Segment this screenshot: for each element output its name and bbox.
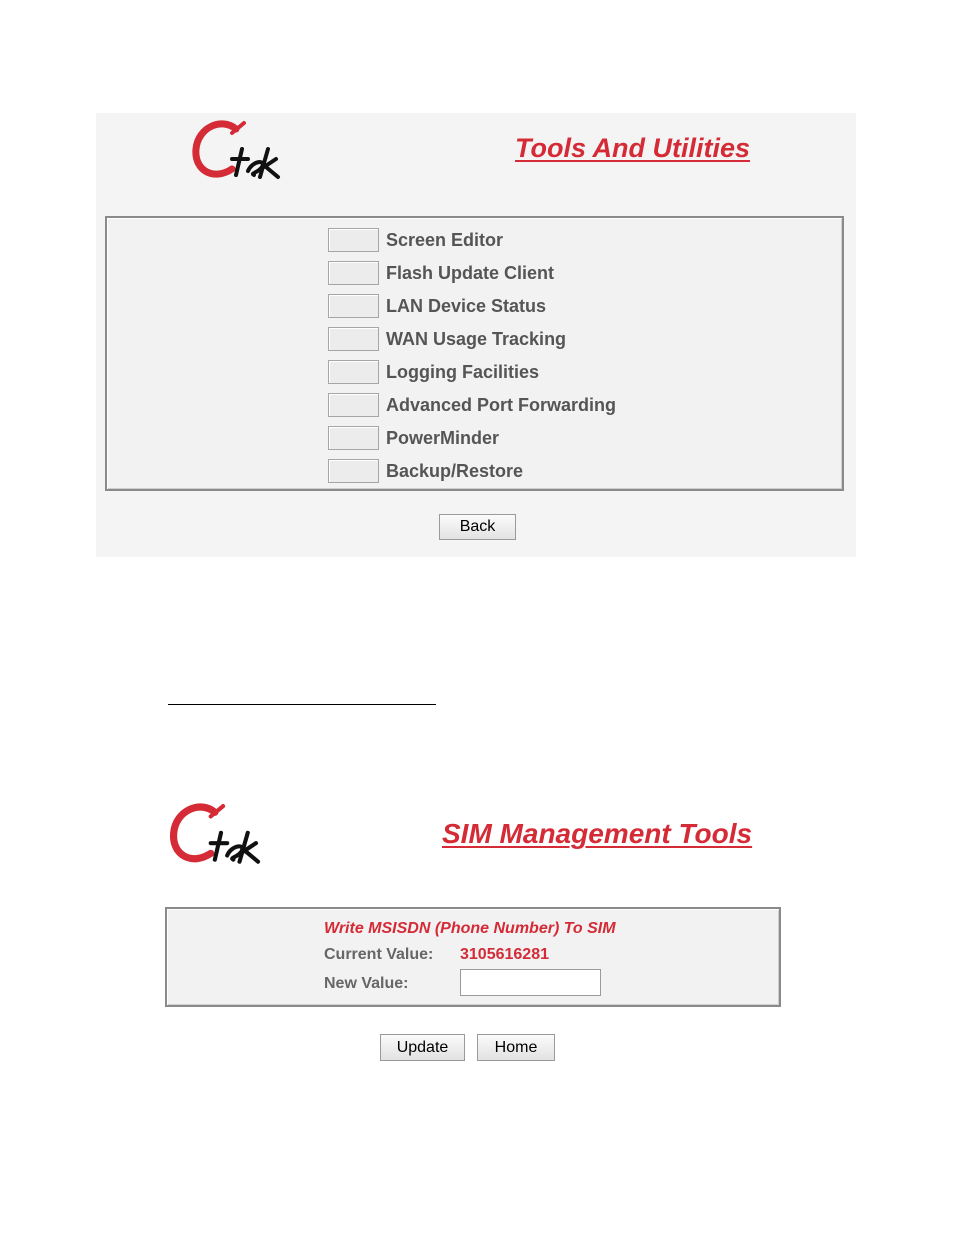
menu-button[interactable]	[328, 228, 379, 252]
back-button[interactable]: Back	[439, 514, 516, 540]
update-button[interactable]: Update	[380, 1034, 465, 1061]
current-value: 3105616281	[460, 946, 549, 963]
page-title: Tools And Utilities	[515, 133, 750, 163]
menu-item-label: Backup/Restore	[386, 460, 524, 481]
menu-item-label: Flash Update Client	[386, 262, 555, 283]
home-button[interactable]: Home	[477, 1034, 555, 1061]
menu-button[interactable]	[328, 327, 379, 351]
menu-item-label: Advanced Port Forwarding	[386, 394, 617, 415]
menu-item-label: PowerMinder	[386, 427, 500, 448]
menu-item-label: LAN Device Status	[386, 295, 547, 316]
panel-heading: Write MSISDN (Phone Number) To SIM	[324, 920, 616, 937]
tools-utilities-screen	[96, 113, 856, 557]
menu-item-backup-restore[interactable]	[328, 458, 523, 484]
menu-item-wan-usage-tracking[interactable]	[328, 326, 566, 352]
ctek-logo	[166, 802, 276, 874]
menu-item-powerminder[interactable]	[328, 425, 499, 451]
menu-item-logging-facilities[interactable]	[328, 359, 539, 385]
menu-item-flash-update-client[interactable]	[328, 260, 554, 286]
msisdn-panel	[165, 907, 781, 1007]
menu-button[interactable]	[328, 393, 379, 417]
menu-button[interactable]	[328, 426, 379, 450]
menu-button[interactable]	[328, 261, 379, 285]
page-title: SIM Management Tools	[442, 818, 753, 849]
menu-button[interactable]	[328, 459, 379, 483]
tools-menu-panel	[105, 216, 844, 491]
divider-line	[168, 704, 436, 705]
menu-item-label: Screen Editor	[386, 229, 504, 250]
ctek-logo	[192, 119, 292, 189]
menu-item-label: Logging Facilities	[386, 361, 540, 382]
current-value-label: Current Value:	[324, 946, 434, 963]
menu-item-screen-editor[interactable]	[328, 227, 503, 253]
new-value-label: New Value:	[324, 975, 409, 992]
menu-button[interactable]	[328, 360, 379, 384]
menu-item-advanced-port-forwarding[interactable]	[328, 392, 616, 418]
menu-item-label: WAN Usage Tracking	[386, 328, 567, 349]
new-value-input[interactable]	[460, 969, 601, 996]
menu-button[interactable]	[328, 294, 379, 318]
menu-item-lan-device-status[interactable]	[328, 293, 546, 319]
